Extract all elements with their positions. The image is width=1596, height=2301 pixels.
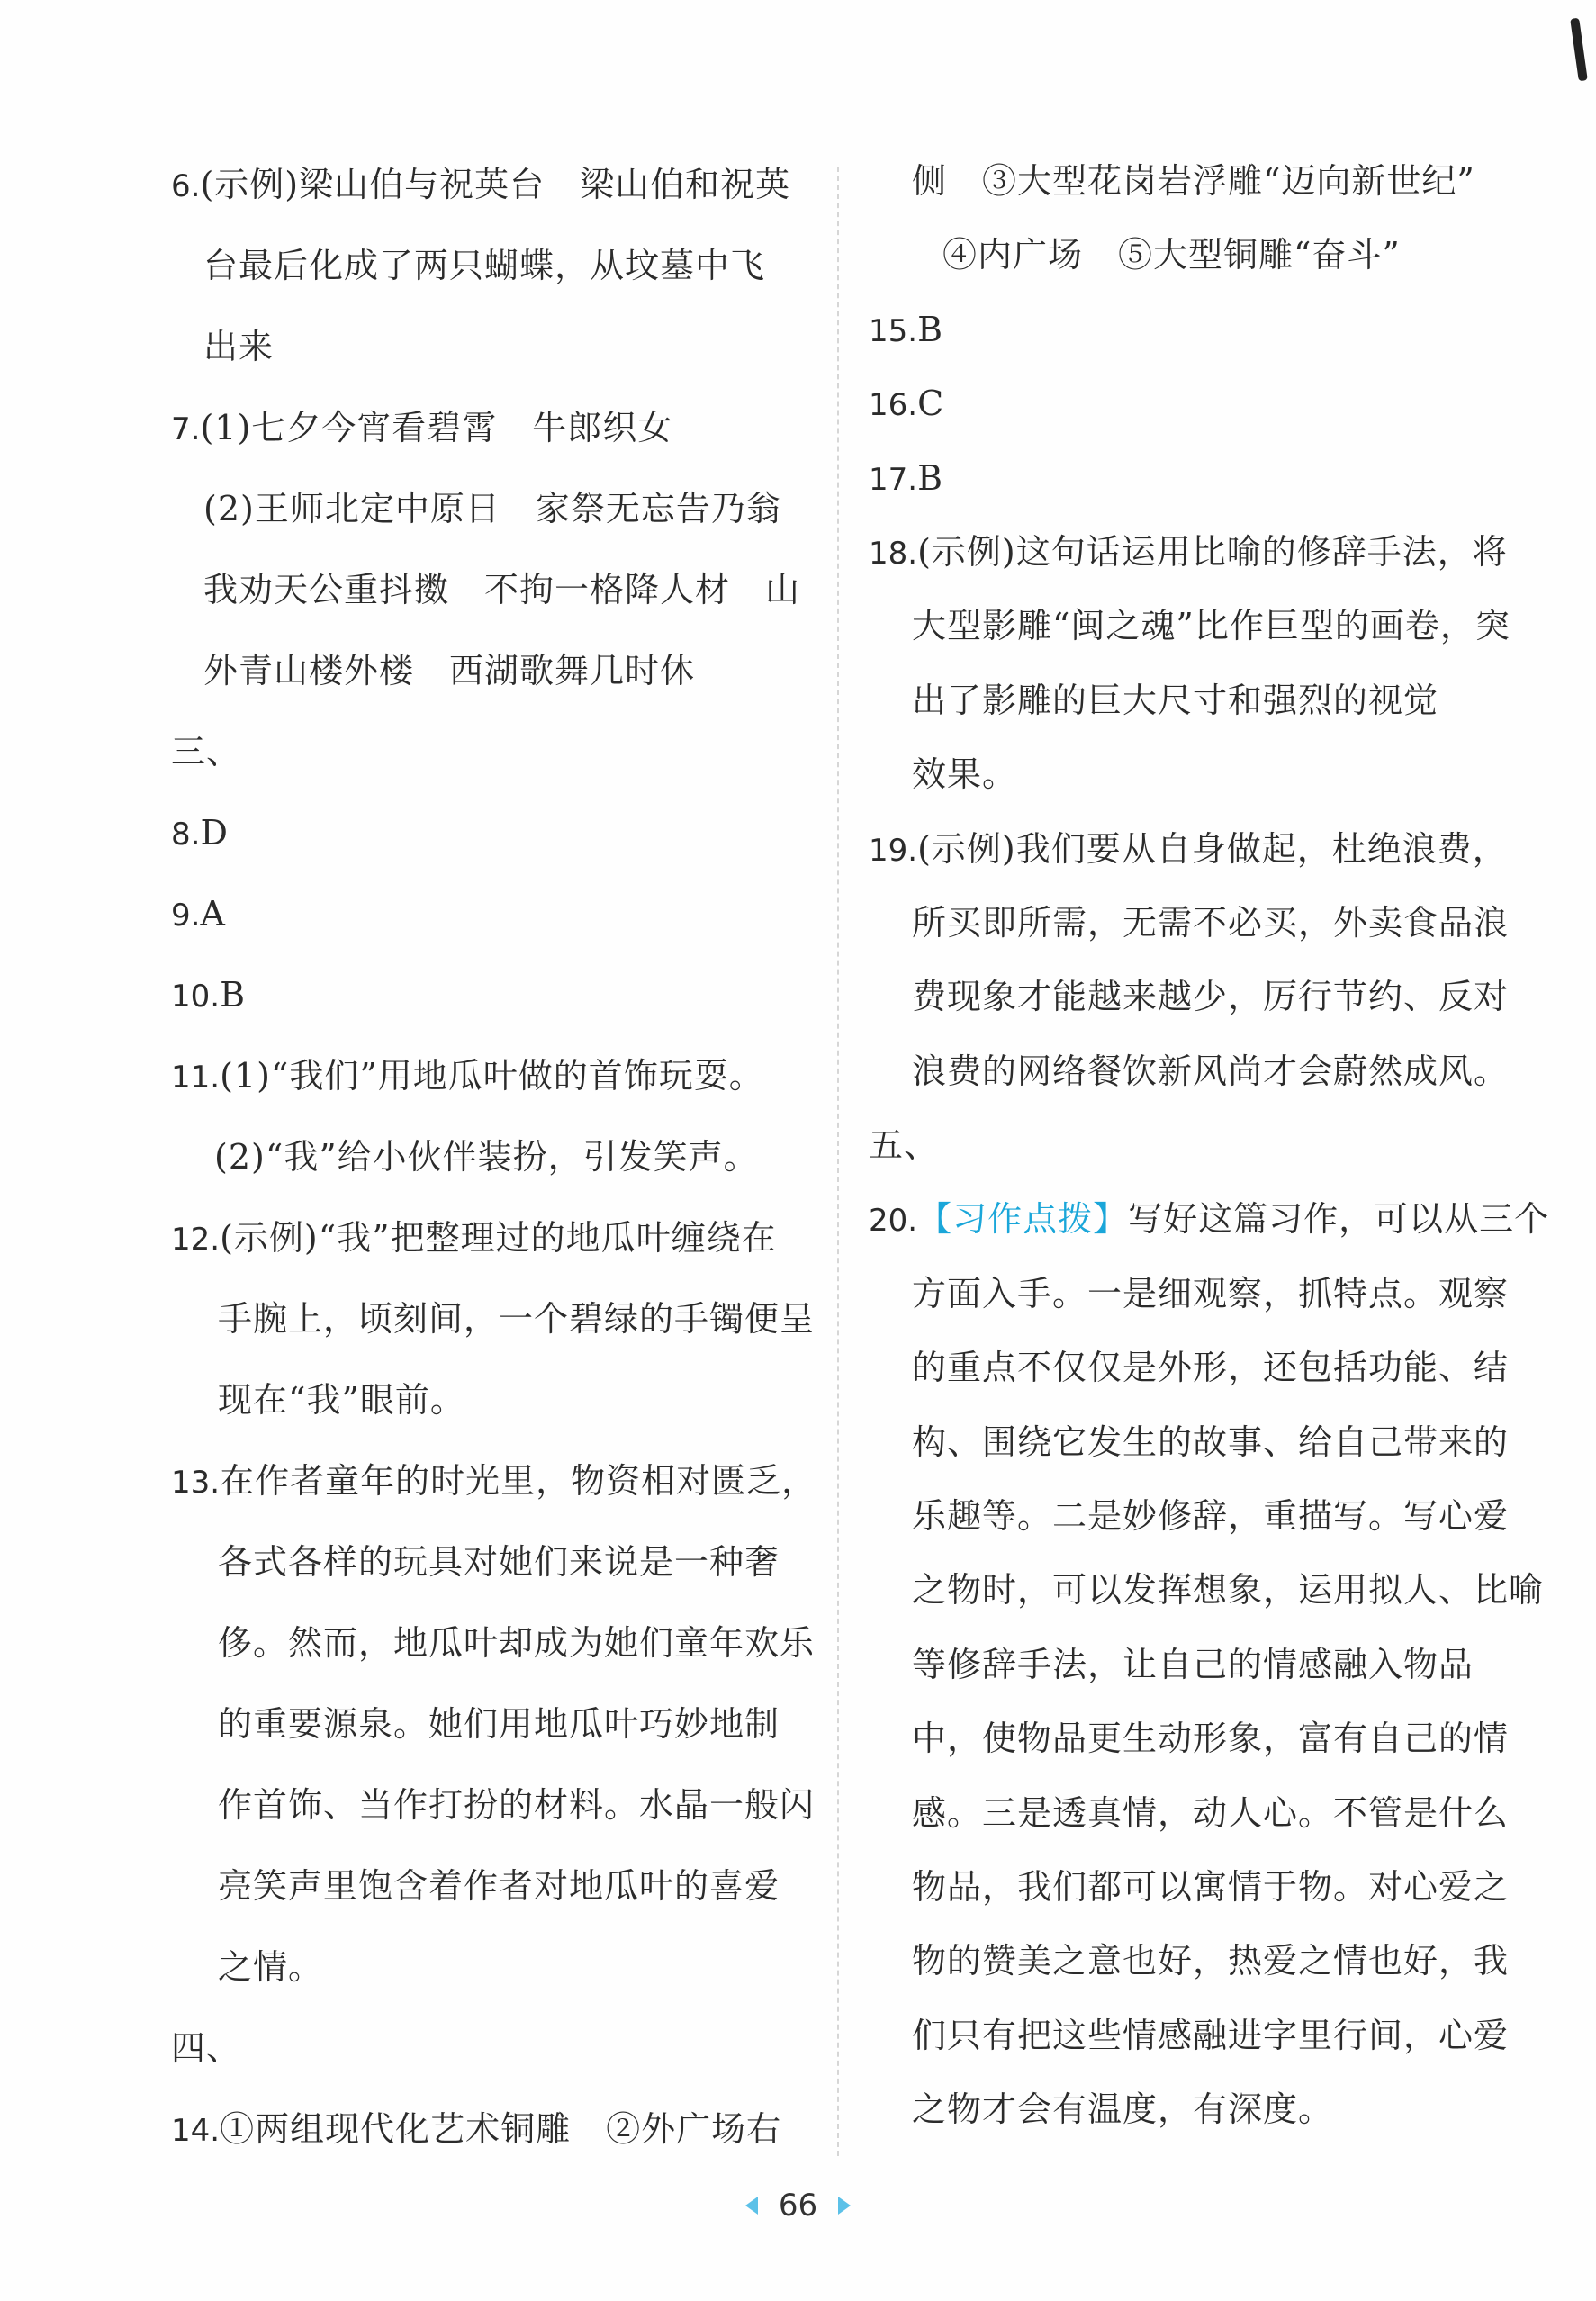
answer-line: 14.①两组现代化艺术铜雕 ②外广场右 xyxy=(171,2109,782,2149)
section-heading: 四、 xyxy=(171,2028,242,2068)
answer-line: 11.(1)“我们”用地瓜叶做的首饰玩耍。 xyxy=(171,1056,764,1096)
answer-line: 的重点不仅仅是外形，还包括功能、结 xyxy=(912,1348,1510,1388)
answer-line: 出来 xyxy=(203,327,275,366)
answer-line: ④内广场 ⑤大型铜雕“奋斗” xyxy=(942,235,1401,275)
answer-line: 各式各样的玩具对她们来说是一种奢 xyxy=(218,1542,780,1582)
section-heading: 三、 xyxy=(171,732,242,772)
answer-line: 7.(1)七夕今宵看碧霄 牛郎织女 xyxy=(171,408,673,447)
answer-line: 之物时，可以发挥想象，运用拟人、比喻 xyxy=(912,1570,1545,1611)
answer-line: 8.D xyxy=(171,813,229,853)
answer-line: 乐趣等。二是妙修辞，重描写。写心爱 xyxy=(912,1496,1510,1537)
column-divider xyxy=(837,167,839,2156)
answer-line: 10.B xyxy=(171,975,247,1015)
answer-line: 9.A xyxy=(171,894,226,934)
answer-line: 外青山楼外楼 西湖歌舞几时休 xyxy=(203,651,696,690)
answer-line: 13.在作者童年的时光里，物资相对匮乏， xyxy=(171,1461,817,1501)
answer-line: 出了影雕的巨大尺寸和强烈的视觉 xyxy=(912,680,1439,720)
answer-line: 台最后化成了两只蝴蝶，从坟墓中飞 xyxy=(203,246,766,285)
answer-line: 我劝天公重抖擞 不拘一格降人材 山 xyxy=(203,570,801,609)
answer-line: 手腕上，顷刻间，一个碧绿的手镯便呈 xyxy=(218,1299,816,1339)
left-column xyxy=(171,144,819,2170)
triangle-left-icon[interactable] xyxy=(745,2197,758,2215)
page-footer xyxy=(0,2188,1596,2224)
answer-line: 们只有把这些情感融进字里行间，心爱 xyxy=(912,2015,1510,2055)
answer-line: 16.C xyxy=(869,384,945,424)
answer-line: 等修辞手法，让自己的情感融入物品 xyxy=(912,1644,1474,1684)
answer-line: 作首饰、当作打扮的材料。水晶一般闪 xyxy=(218,1785,816,1825)
answer-line: 物品，我们都可以寓情于物。对心爱之 xyxy=(912,1866,1510,1907)
answer-line: 中，使物品更生动形象，富有自己的情 xyxy=(912,1719,1510,1759)
answer-line: 19.(示例)我们要从自身做起，杜绝浪费， xyxy=(869,828,1508,869)
answer-line: 20.【习作点拨】写好这篇习作，可以从三个 xyxy=(869,1199,1550,1240)
answer-line: 效果。 xyxy=(912,754,1018,795)
answer-line: 12.(示例)“我”把整理过的地瓜叶缠绕在 xyxy=(171,1218,777,1258)
answer-line: 15.B xyxy=(869,309,944,349)
answer-line: 17.B xyxy=(869,457,944,498)
writing-tip-tag: 【习作点拨】 xyxy=(917,1199,1129,1240)
answer-line: 18.(示例)这句话运用比喻的修辞手法，将 xyxy=(869,531,1508,572)
answer-line: 之情。 xyxy=(218,1947,324,1987)
answer-line: 感。三是透真情，动人心。不管是什么 xyxy=(912,1792,1510,1833)
answer-line: 构、围绕它发生的故事、给自己带来的 xyxy=(912,1421,1510,1462)
answer-line: 侈。然而，地瓜叶却成为她们童年欢乐 xyxy=(218,1623,816,1663)
answer-line: (2)“我”给小伙伴装扮，引发笑声。 xyxy=(214,1137,759,1177)
answer-line: 的重要源泉。她们用地瓜叶巧妙地制 xyxy=(218,1704,780,1744)
section-heading: 五、 xyxy=(869,1125,940,1166)
triangle-right-icon[interactable] xyxy=(838,2197,851,2215)
corner-mark xyxy=(1570,18,1588,82)
answer-line: 亮笑声里饱含着作者对地瓜叶的喜爱 xyxy=(218,1866,780,1906)
answer-line: 方面入手。一是细观察，抓特点。观察 xyxy=(912,1273,1510,1313)
answer-line: 现在“我”眼前。 xyxy=(218,1380,465,1420)
answer-line: 之物才会有温度，有深度。 xyxy=(912,2089,1334,2130)
answer-line: 大型影雕“闽之魂”比作巨型的画卷，突 xyxy=(912,606,1510,646)
answer-line: 物的赞美之意也好，热爱之情也好，我 xyxy=(912,1941,1510,1981)
answer-line: 费现象才能越来越少，厉行节约、反对 xyxy=(912,977,1510,1017)
answer-line: (2)王师北定中原日 家祭无忘告乃翁 xyxy=(203,489,781,528)
answer-line: 6.(示例)梁山伯与祝英台 梁山伯和祝英 xyxy=(171,165,791,204)
answer-line: 所买即所需，无需不必买，外卖食品浪 xyxy=(912,902,1510,943)
answer-line: 侧 ③大型花岗岩浮雕“迈向新世纪” xyxy=(912,161,1475,201)
answer-line: 浪费的网络餐饮新风尚才会蔚然成风。 xyxy=(912,1051,1510,1091)
page-number: 66 xyxy=(778,2188,818,2224)
right-column xyxy=(869,144,1550,2147)
